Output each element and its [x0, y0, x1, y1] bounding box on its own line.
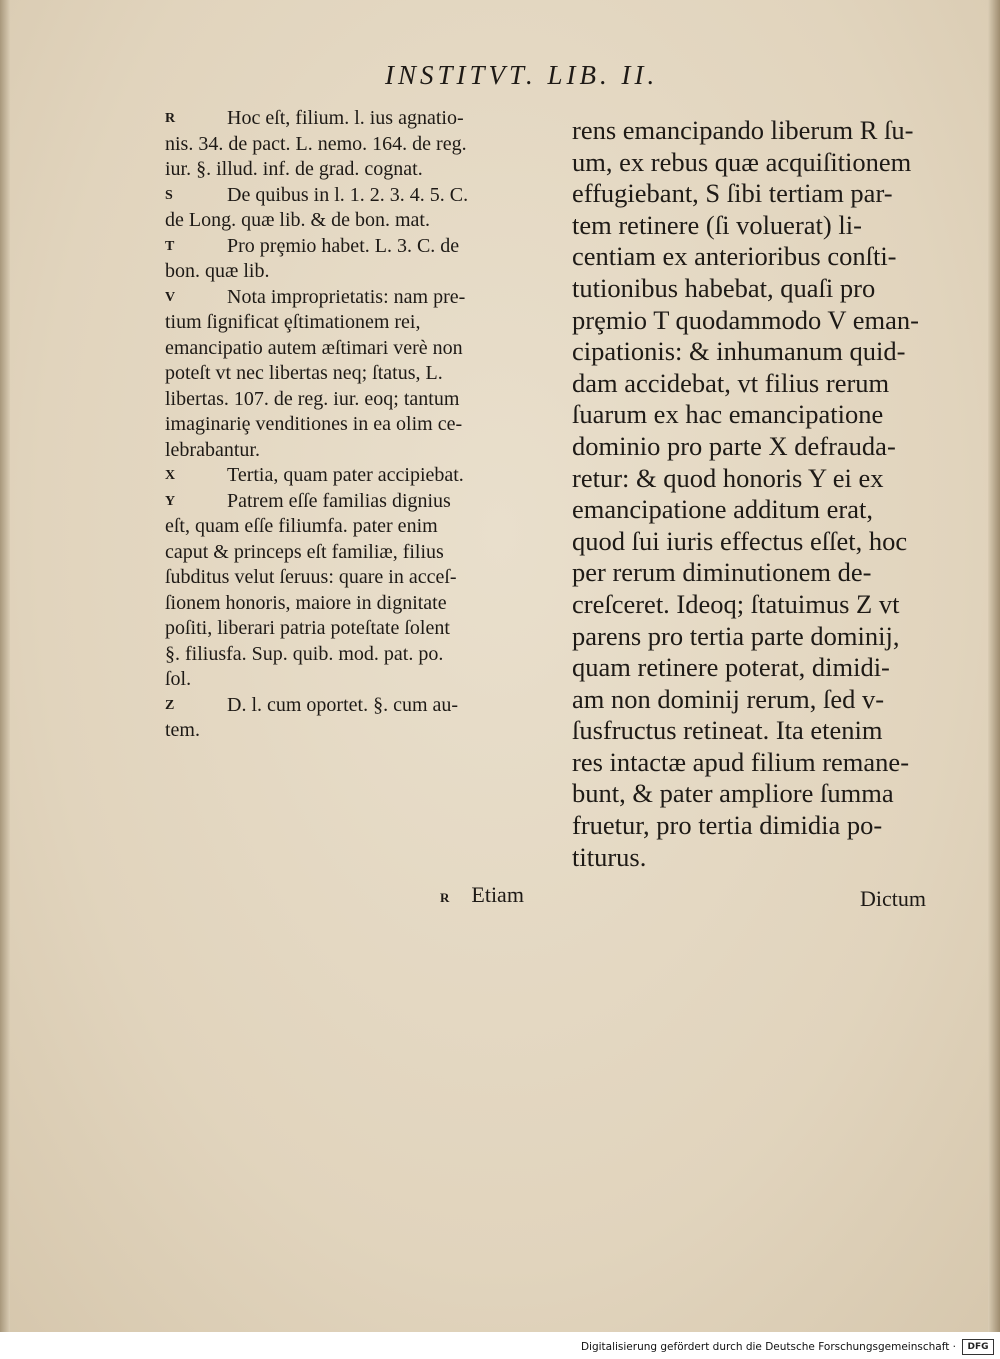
footnote-line [165, 183, 555, 209]
page-left-edge [0, 0, 10, 1332]
footnote-text: tem. [165, 719, 200, 741]
main-text-column [572, 115, 957, 873]
footnote-text: bon. quæ lib. [165, 260, 270, 282]
main-text-line: cipationis: & inhumanum quid- [572, 336, 906, 367]
footnote-line [165, 361, 555, 387]
main-text-line: per rerum diminutionem de- [572, 557, 872, 588]
footnote-text: lebrabantur. [165, 438, 260, 461]
footnote-text: poſiti, liberari patria poteſtate ſolent [165, 617, 450, 639]
footnote-line [165, 336, 555, 362]
main-text-line: res intactæ apud filium remane- [572, 746, 910, 777]
footnote-line [165, 208, 555, 234]
footnote-line [165, 234, 555, 260]
main-text-line: dam accidebat, vt filius rerum [572, 367, 890, 398]
footnote-key: X [165, 468, 176, 483]
footnote-key: T [165, 238, 175, 254]
footnote-key: R [165, 111, 176, 126]
page-right-edge [988, 0, 1000, 1332]
footnote-line [165, 489, 555, 515]
running-header: INSTITVT. LIB. II. [385, 60, 659, 90]
footnote-line [165, 616, 555, 642]
footnote-text: ſionem honoris, maiore in dignitate [165, 591, 447, 614]
footnote-line [165, 565, 555, 591]
footnote-line [165, 387, 555, 413]
footnote-line [165, 514, 555, 540]
main-text-line: ſuarum ex hac emancipatione [572, 399, 884, 430]
digitization-credit: Digitalisierung gefördert durch die Deutsche Forschungsgemeinschaft · [580, 1341, 956, 1353]
catchword-left-text: Etiam [471, 882, 524, 907]
main-text-line: emancipatione additum erat, [572, 494, 873, 525]
main-text-line: bunt, & pater ampliore ſumma [572, 778, 894, 809]
footnote-line [165, 693, 555, 719]
footnote-text: iur. §. illud. inf. de grad. cognat. [165, 158, 423, 180]
main-text-line: dominio pro parte X defrauda- [572, 430, 896, 461]
catchword-right: Dictum [860, 886, 926, 911]
footnote-line [165, 310, 555, 336]
footnote-text: de Long. quæ lib. & de bon. mat. [165, 209, 430, 231]
main-text-line: retur: & quod honoris Y ei ex [572, 462, 884, 493]
footnote-line [165, 438, 555, 464]
main-text-line: titurus. [572, 841, 647, 872]
main-text-line: quod ſui iuris effectus eſſet, hoc [572, 525, 908, 556]
footnote-text: imaginariȩ venditiones in ea olim ce- [165, 413, 463, 435]
footnote-text: Hoc eſt, filium. l. ius agnatio- [227, 107, 464, 129]
footnote-line [165, 412, 555, 438]
footnote-text: Tertia, quam pater accipiebat. [227, 464, 464, 486]
footnote-line [165, 718, 555, 744]
footnote-key: S [165, 187, 173, 203]
footnote-text: §. filiusfa. Sup. quib. mod. pat. po. [165, 642, 444, 665]
main-text-line: centiam ex anterioribus conſti- [572, 241, 897, 272]
footnote-key: Y [165, 493, 176, 509]
footnote-text: eſt, quam eſſe filiumfa. pater enim [165, 515, 438, 537]
footnote-text: tium ſignificat ȩſtimationem rei, [165, 311, 421, 333]
catchword-left-key: R [440, 890, 450, 905]
footnote-key: Z [165, 697, 175, 713]
main-text-line: effugiebant, S ſibi tertiam par- [572, 178, 893, 209]
footnote-text: poteſt vt nec libertas neq; ſtatus, L. [165, 362, 443, 384]
footnote-text: caput & princeps eſt familiæ, filius [165, 540, 444, 563]
dfg-logo: DFG [962, 1339, 994, 1355]
footnote-text: D. l. cum oportet. §. cum au- [227, 693, 459, 716]
main-text-line: tem retinere (ſi voluerat) li- [572, 209, 862, 240]
footnote-text: De quibus in l. 1. 2. 3. 4. 5. C. [227, 183, 469, 206]
footnote-text: ſol. [165, 668, 192, 690]
footnote-line [165, 285, 555, 311]
main-text-line: creſceret. Ideoq; ſtatuimus Z vt [572, 588, 900, 619]
footnote-text: Pro prȩmio habet. L. 3. C. de [227, 234, 460, 257]
footnote-text: ſubditus velut ſeruus: quare in acceſ- [165, 566, 457, 588]
footnote-text: Nota improprietatis: nam pre- [227, 285, 466, 308]
footnote-text: libertas. 107. de reg. iur. eoq; tantum [165, 387, 460, 410]
footnote-line [165, 157, 555, 183]
footnote-line [165, 667, 555, 693]
footnote-text: emancipatio autem æſtimari verè non [165, 336, 463, 359]
main-text-line: ſusfructus retineat. Ita etenim [572, 715, 883, 746]
main-text-line: fruetur, pro tertia dimidia po- [572, 810, 883, 841]
footnote-line [165, 463, 555, 489]
footnote-line [165, 591, 555, 617]
footnote-line [165, 642, 555, 668]
main-text-line: rens emancipando liberum R ſu- [572, 115, 914, 145]
footnote-key: V [165, 289, 176, 305]
footnote-line [165, 132, 555, 158]
main-text-line: prȩmio T quodammodo V eman- [572, 304, 919, 335]
footnote-line [165, 106, 555, 132]
catchword-left [440, 882, 524, 908]
footnote-line [165, 259, 555, 285]
main-text-line: parens pro tertia parte dominij, [572, 620, 900, 651]
footnotes-column [165, 106, 555, 744]
main-text-line: tutionibus habebat, quaſi pro [572, 272, 876, 303]
footnote-text: Patrem eſſe familias dignius [227, 489, 451, 512]
footnote-text: nis. 34. de pact. L. nemo. 164. de reg. [165, 132, 467, 155]
footnote-line [165, 540, 555, 566]
main-text-line: um, ex rebus quæ acquiſitionem [572, 146, 912, 177]
main-text-line: quam retinere poterat, dimidi- [572, 652, 890, 683]
main-text-line: am non dominij rerum, ſed v- [572, 683, 885, 714]
